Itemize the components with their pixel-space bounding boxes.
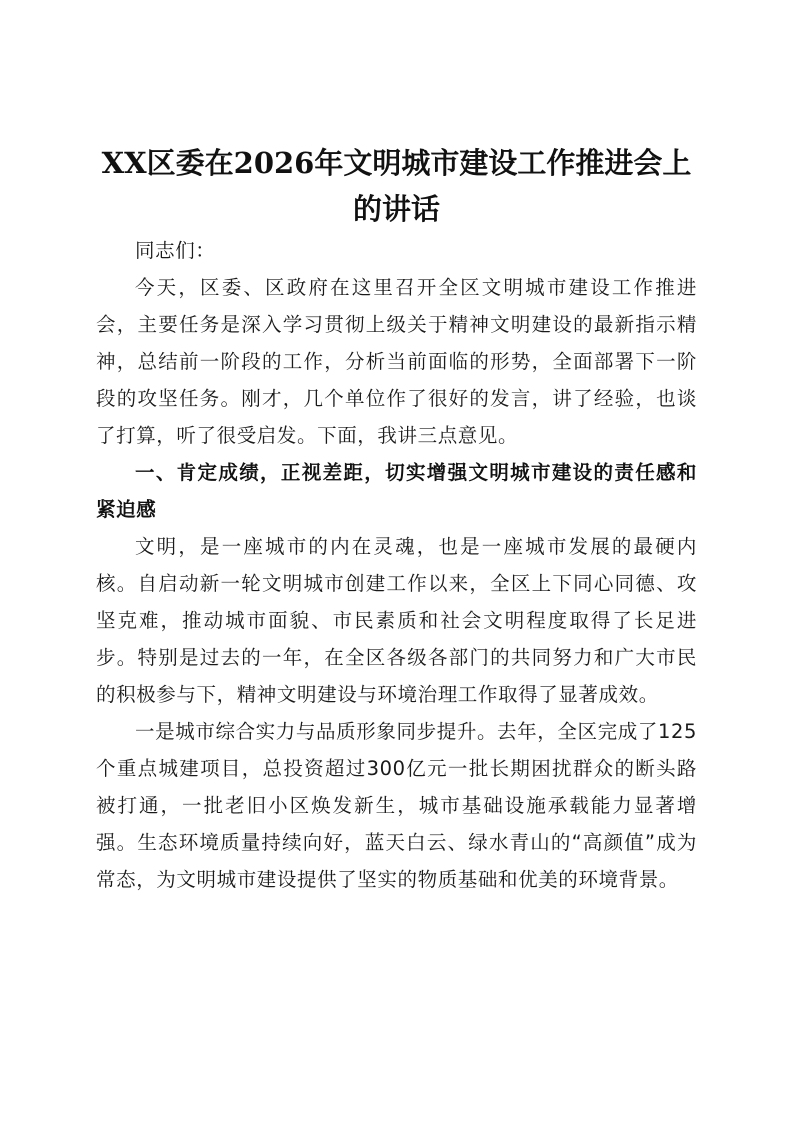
document-body: [96, 232, 697, 898]
document-title: XX区委在2026年文明城市建设工作推进会上的讲话: [101, 146, 692, 226]
paragraph-opening: 今天，区委、区政府在这里召开全区文明城市建设工作推进会，主要任务是深入学习贯彻上级关于精神文明建设的最新指示精神，总结前一阶段的工作，分析当前面临的形势，全面部署下一阶段的攻坚任务。刚才，几个单位作了很好的发言，讲了经验，也谈了打算，听了很受启发。下面，我讲三点意见。: [96, 276, 697, 447]
paragraph-civilization: 文明，是一座城市的内在灵魂，也是一座城市发展的最硬内核。自启动新一轮文明城市创建工作以来，全区上下同心同德、攻坚克难，推动城市面貌、市民素质和社会文明程度取得了长足进步。特别是过去的一年，在全区各级各部门的共同努力和广大市民的积极参与下，精神文明建设与环境治理工作取得了显著成效。: [96, 535, 697, 706]
salutation: 同志们：: [135, 239, 216, 262]
section-heading-1: 一、肯定成绩，正视差距，切实增强文明城市建设的责任感和紧迫感: [96, 461, 697, 521]
paragraph-city-strength: 一是城市综合实力与品质形象同步提升。去年，全区完成了125个重点城建项目，总投资超过300亿元一批长期困扰群众的断头路被打通，一批老旧小区焕发新生，城市基础设施承载能力显著增强。生态环境质量持续向好，蓝天白云、绿水青山的“高颜值”成为常态，为文明城市建设提供了坚实的物质基础和优美的环境背景。: [96, 720, 697, 891]
